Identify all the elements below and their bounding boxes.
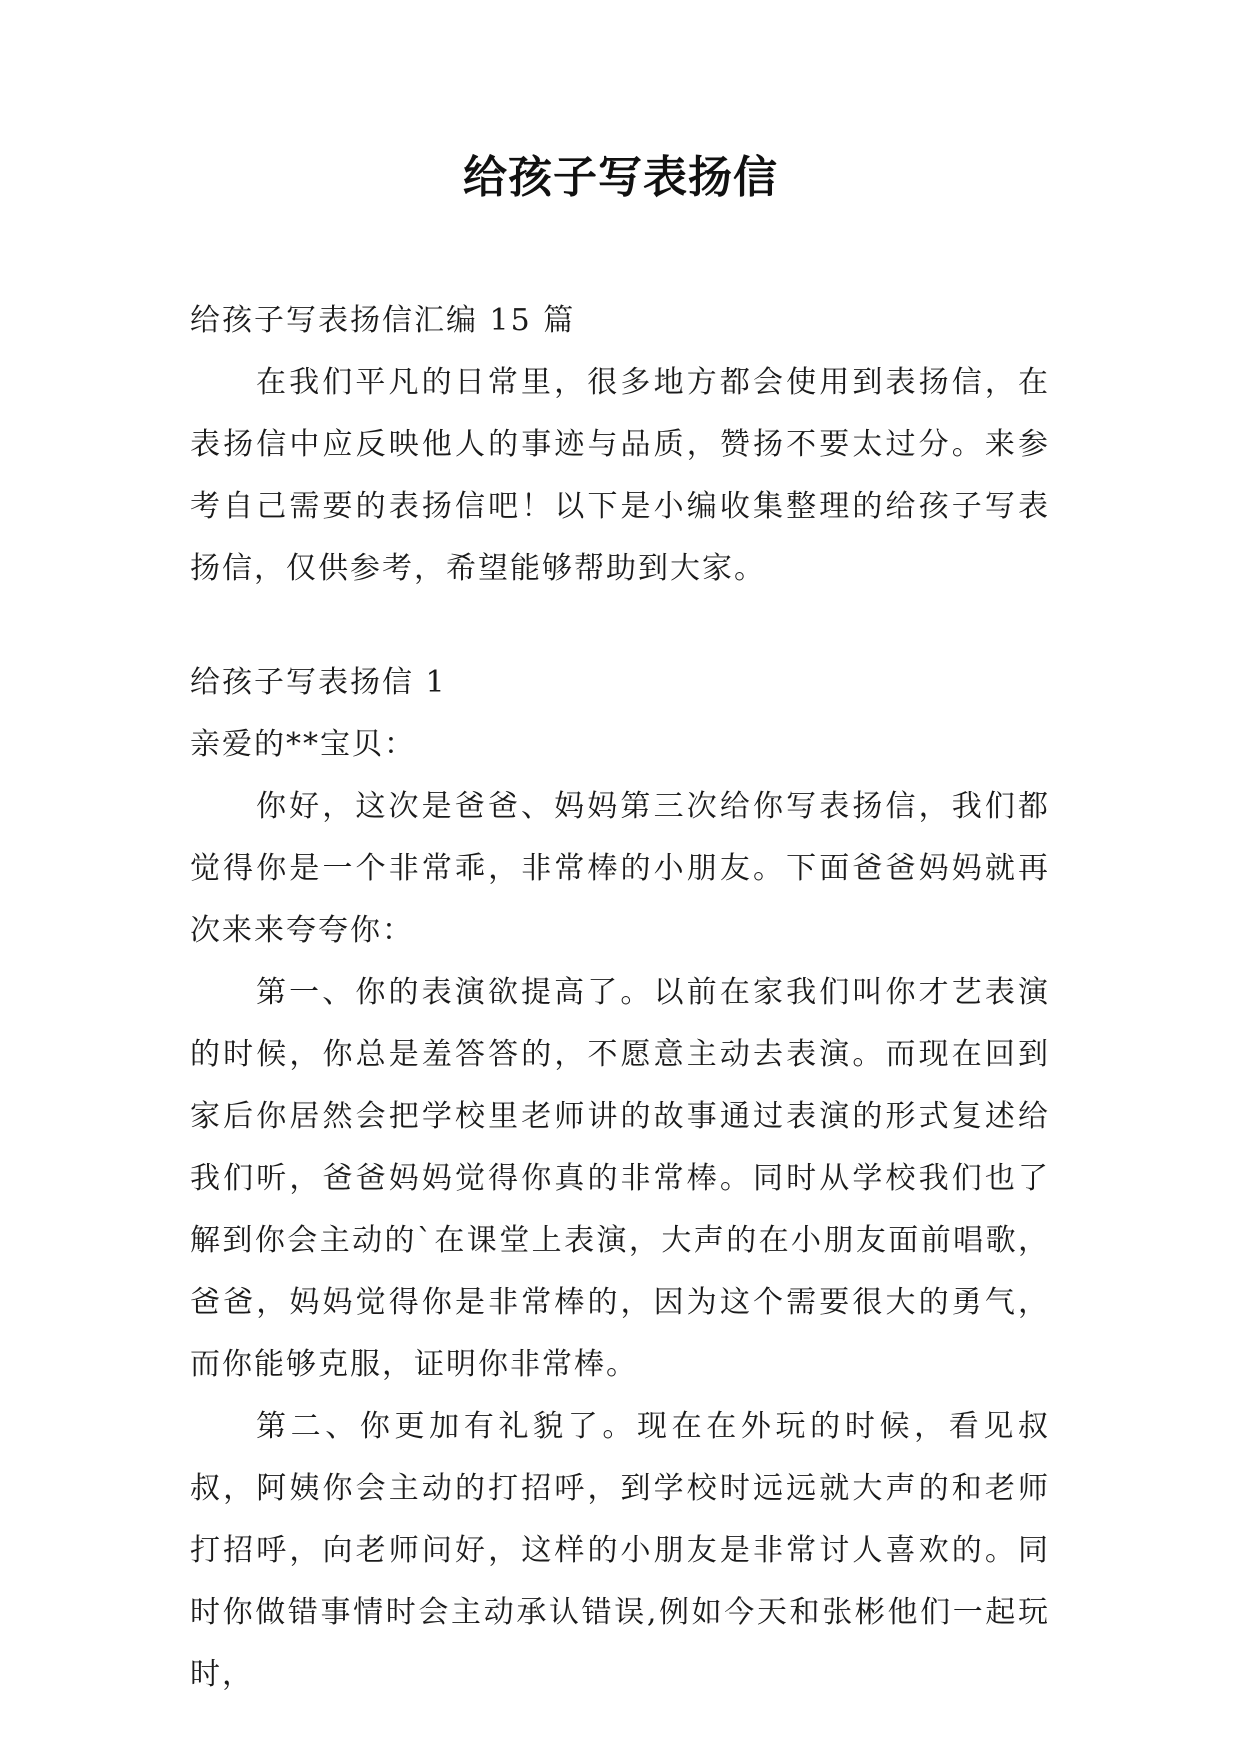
document-subtitle: 给孩子写表扬信汇编 15 篇 xyxy=(190,303,576,338)
letter-paragraph-1: 你好，这次是爸爸、妈妈第三次给你写表扬信，我们都觉得你是一个非常乖，非常棒的小朋友。下面爸爸妈妈就再次来来夸夸你： xyxy=(190,789,1050,948)
document-body xyxy=(190,290,1050,1706)
letter-paragraph-2: 第一、你的表演欲提高了。以前在家我们叫你才艺表演的时候，你总是羞答答的，不愿意主动去表演。而现在回到家后你居然会把学校里老师讲的故事通过表演的形式复述给我们听，爸爸妈妈觉得你真的非常棒。同时从学校我们也了解到你会主动的`在课堂上表演，大声的在小朋友面前唱歌，爸爸，妈妈觉得你是非常棒的，因为这个需要很大的勇气，而你能够克服，证明你非常棒。 xyxy=(190,975,1050,1382)
intro-paragraph: 在我们平凡的日常里，很多地方都会使用到表扬信，在表扬信中应反映他人的事迹与品质，赞扬不要太过分。来参考自己需要的表扬信吧！以下是小编收集整理的给孩子写表扬信，仅供参考，希望能够帮助到大家。 xyxy=(190,365,1050,586)
letter-paragraph-3: 第二、你更加有礼貌了。现在在外玩的时候，看见叔叔，阿姨你会主动的打招呼，到学校时远远就大声的和老师打招呼，向老师问好，这样的小朋友是非常讨人喜欢的。同时你做错事情时会主动承认错误,例如今天和张彬他们一起玩时， xyxy=(190,1409,1050,1692)
letter-salutation: 亲爱的**宝贝： xyxy=(190,727,416,762)
section-heading: 给孩子写表扬信 1 xyxy=(190,665,447,700)
document-title: 给孩子写表扬信 xyxy=(463,152,778,203)
section-spacer xyxy=(190,600,1050,652)
